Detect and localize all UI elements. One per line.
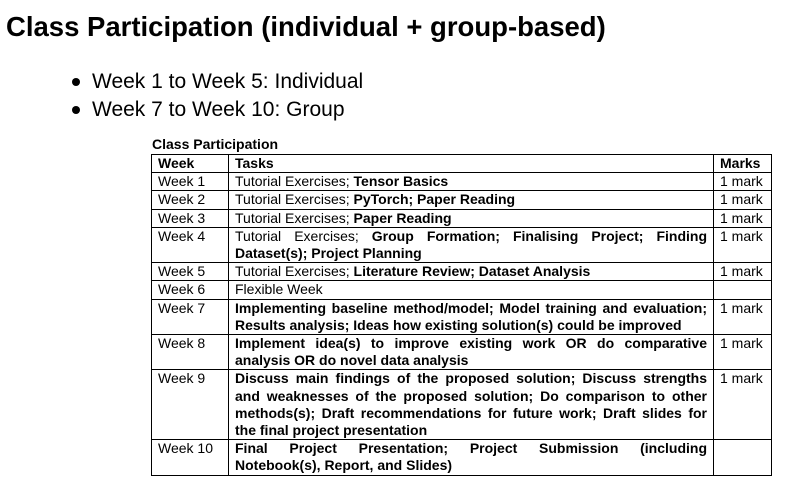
tasks-cell bbox=[229, 191, 714, 209]
tasks-cell bbox=[229, 440, 714, 475]
task-text: Tutorial Exercises; bbox=[235, 227, 372, 244]
table-row bbox=[152, 209, 772, 227]
tasks-cell bbox=[229, 299, 714, 334]
tasks-cell bbox=[229, 281, 714, 299]
marks-cell: 1 mark bbox=[714, 227, 772, 262]
marks-cell bbox=[714, 281, 772, 299]
task-bold-text: Implementing baseline method/model; Model training and evaluation; Results analysis; Ideas how existing solution(s) could be improved bbox=[235, 299, 707, 333]
bullet-text: Week 1 to Week 5: Individual bbox=[92, 70, 364, 93]
table-row bbox=[152, 191, 772, 209]
bullet-item bbox=[72, 68, 363, 96]
tasks-cell bbox=[229, 209, 714, 227]
page-title: Class Participation (individual + group-based) bbox=[6, 11, 606, 42]
summary-bullet-list bbox=[72, 68, 363, 124]
task-text: Flexible Week bbox=[235, 281, 323, 298]
bullet-item bbox=[72, 96, 363, 124]
task-bold-text: Literature Review; Dataset Analysis bbox=[353, 263, 591, 280]
week-cell: Week 2 bbox=[152, 191, 229, 209]
week-cell: Week 9 bbox=[152, 370, 229, 440]
bullet-dot-icon bbox=[72, 78, 80, 86]
task-bold-text: Paper Reading bbox=[353, 209, 452, 226]
week-cell: Week 6 bbox=[152, 281, 229, 299]
table-row bbox=[152, 299, 772, 334]
table-header-row bbox=[152, 155, 772, 173]
week-cell: Week 3 bbox=[152, 209, 229, 227]
table-row bbox=[152, 263, 772, 281]
task-bold-text: Implement idea(s) to improve existing work OR do comparative analysis OR do novel data analysis bbox=[235, 335, 707, 369]
marks-cell: 1 mark bbox=[714, 263, 772, 281]
tasks-cell bbox=[229, 173, 714, 191]
table-row bbox=[152, 370, 772, 440]
week-cell: Week 8 bbox=[152, 335, 229, 370]
marks-cell bbox=[714, 440, 772, 475]
tasks-cell bbox=[229, 335, 714, 370]
week-cell: Week 5 bbox=[152, 263, 229, 281]
table-row bbox=[152, 173, 772, 191]
table-row bbox=[152, 281, 772, 299]
marks-cell: 1 mark bbox=[714, 299, 772, 334]
marks-cell: 1 mark bbox=[714, 173, 772, 191]
task-text: Tutorial Exercises; bbox=[235, 263, 354, 280]
table-row bbox=[152, 440, 772, 475]
week-cell: Week 4 bbox=[152, 227, 229, 262]
tasks-cell bbox=[229, 227, 714, 262]
table-row bbox=[152, 227, 772, 262]
header-marks: Marks bbox=[714, 155, 772, 173]
bullet-text: Week 7 to Week 10: Group bbox=[92, 98, 345, 121]
week-cell: Week 7 bbox=[152, 299, 229, 334]
week-cell: Week 10 bbox=[152, 440, 229, 475]
task-bold-text: PyTorch; Paper Reading bbox=[353, 191, 516, 208]
header-week: Week bbox=[152, 155, 229, 173]
week-cell: Week 1 bbox=[152, 173, 229, 191]
task-text: Tutorial Exercises; bbox=[235, 191, 354, 208]
tasks-cell bbox=[229, 370, 714, 440]
marks-cell: 1 mark bbox=[714, 209, 772, 227]
task-bold-text: Tensor Basics bbox=[353, 173, 449, 190]
table-caption: Class Participation bbox=[152, 136, 279, 152]
task-bold-text: Group Formation; Finalising Project; Finding Dataset(s); Project Planning bbox=[235, 227, 708, 262]
marks-cell: 1 mark bbox=[714, 191, 772, 209]
header-tasks: Tasks bbox=[229, 155, 714, 173]
marks-cell: 1 mark bbox=[714, 335, 772, 370]
task-text: Tutorial Exercises; bbox=[235, 209, 354, 226]
marks-cell: 1 mark bbox=[714, 370, 772, 440]
task-text: Tutorial Exercises; bbox=[235, 173, 354, 190]
table-body bbox=[152, 173, 772, 475]
task-bold-text: Discuss main findings of the proposed solution; Discuss strengths and weaknesses of the proposed solution; Do comparison to other methods(s); Draft recommendations for future work; Draft slides for the final project presentation bbox=[235, 370, 707, 439]
tasks-cell bbox=[229, 263, 714, 281]
task-bold-text: Final Project Presentation; Project Submission (including Notebook(s), Report, and Slides) bbox=[235, 440, 707, 474]
participation-table bbox=[151, 154, 772, 476]
table-row bbox=[152, 335, 772, 370]
bullet-dot-icon bbox=[72, 106, 80, 114]
